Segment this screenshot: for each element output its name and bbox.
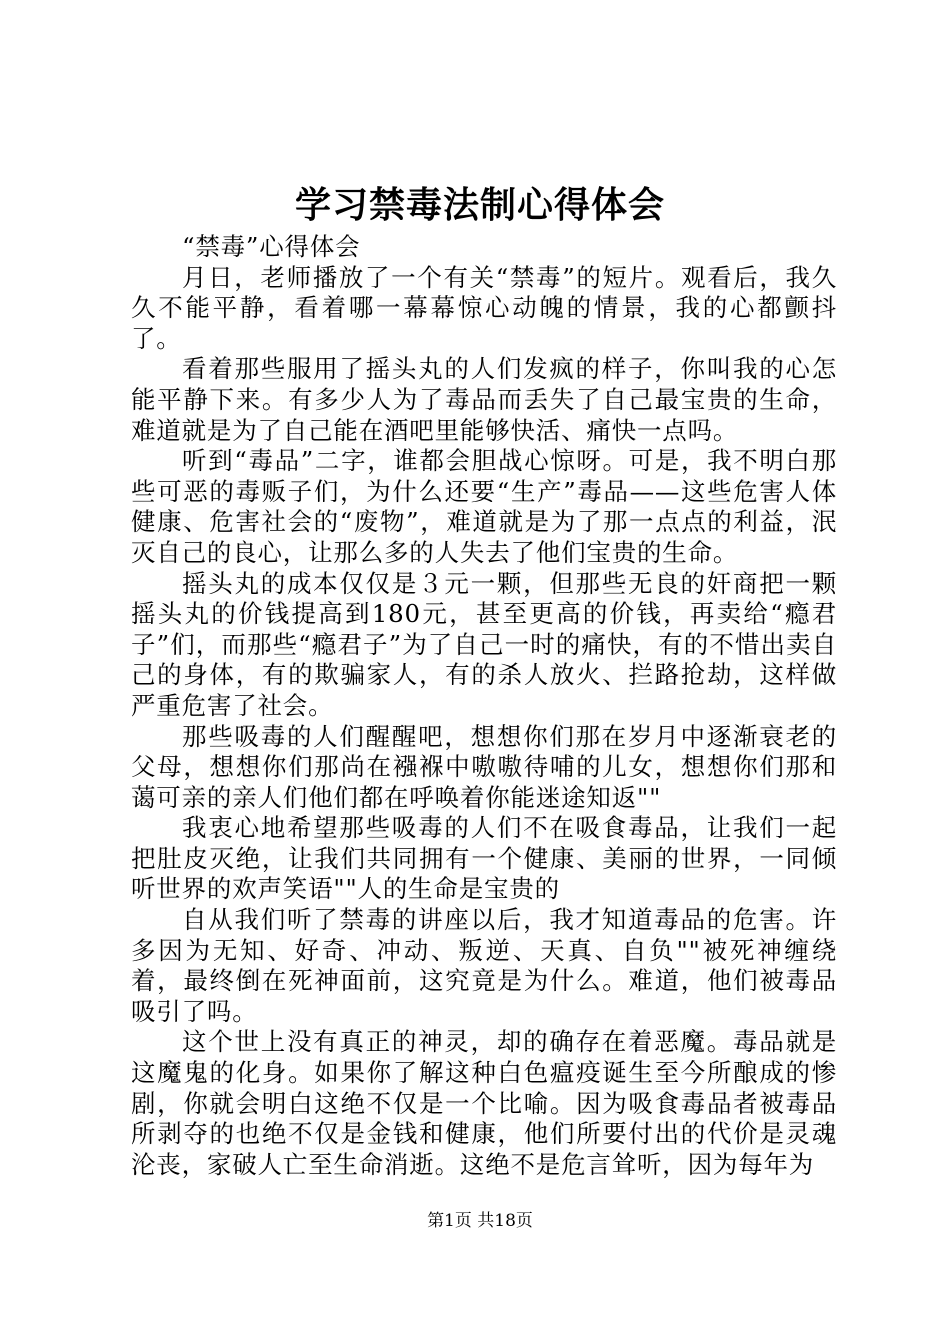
paragraph: 自从我们听了禁毒的讲座以后，我才知道毒品的危害。许多因为无知、好奇、冲动、叛逆、天真、自负""被死神缠绕着，最终倒在死神面前，这究竟是为什么。难道，他们被毒品吸引了吗。	[131, 905, 837, 1026]
paragraph: “禁毒”心得体会	[182, 232, 361, 261]
paragraph: 月日，老师播放了一个有关“禁毒”的短片。观看后，我久久不能平静，看着哪一幕幕惊心动魄的情景，我的心都颤抖了。	[131, 262, 837, 353]
paragraph: 摇头丸的成本仅仅是３元一颗，但那些无良的奸商把一颗摇头丸的价钱提高到180元，甚至更高的价钱，再卖给“瘾君子”们，而那些“瘾君子”为了自己一时的痛快，有的不惜出卖自己的身体，有的欺骗家人，有的杀人放火、拦路抢劫，这样做严重危害了社会。	[131, 568, 837, 720]
document-body	[131, 232, 837, 1180]
page-number-footer: 第1页 共18页	[427, 1211, 533, 1231]
document-title: 学习禁毒法制心得体会	[294, 185, 665, 226]
paragraph: 那些吸毒的人们醒醒吧，想想你们那在岁月中逐渐衰老的父母，想想你们那尚在襁褓中嗷嗷待哺的儿女，想想你们那和蔼可亲的亲人们他们都在呼唤着你能迷途知返""	[131, 721, 837, 812]
paragraph: 这个世上没有真正的神灵，却的确存在着恶魔。毒品就是这魔鬼的化身。如果你了解这种白色瘟疫诞生至今所酿成的惨剧，你就会明白这绝不仅是一个比喻。因为吸食毒品者被毒品所剥夺的也绝不仅是金钱和健康，他们所要付出的代价是灵魂沦丧，家破人亡至生命消逝。这绝不是危言耸听，因为每年为	[131, 1027, 837, 1179]
paragraph: 听到“毒品”二字，谁都会胆战心惊呀。可是，我不明白那些可恶的毒贩子们，为什么还要“生产”毒品——这些危害人体健康、危害社会的“废物”，难道就是为了那一点点的利益，泯灭自己的良心，让那么多的人失去了他们宝贵的生命。	[131, 446, 837, 567]
paragraph: 看着那些服用了摇头丸的人们发疯的样子，你叫我的心怎能平静下来。有多少人为了毒品而丢失了自己最宝贵的生命，难道就是为了自己能在酒吧里能够快活、痛快一点吗。	[131, 354, 837, 445]
paragraph: 我衷心地希望那些吸毒的人们不在吸食毒品，让我们一起把肚皮灭绝，让我们共同拥有一个健康、美丽的世界，一同倾听世界的欢声笑语""人的生命是宝贵的	[131, 813, 837, 904]
